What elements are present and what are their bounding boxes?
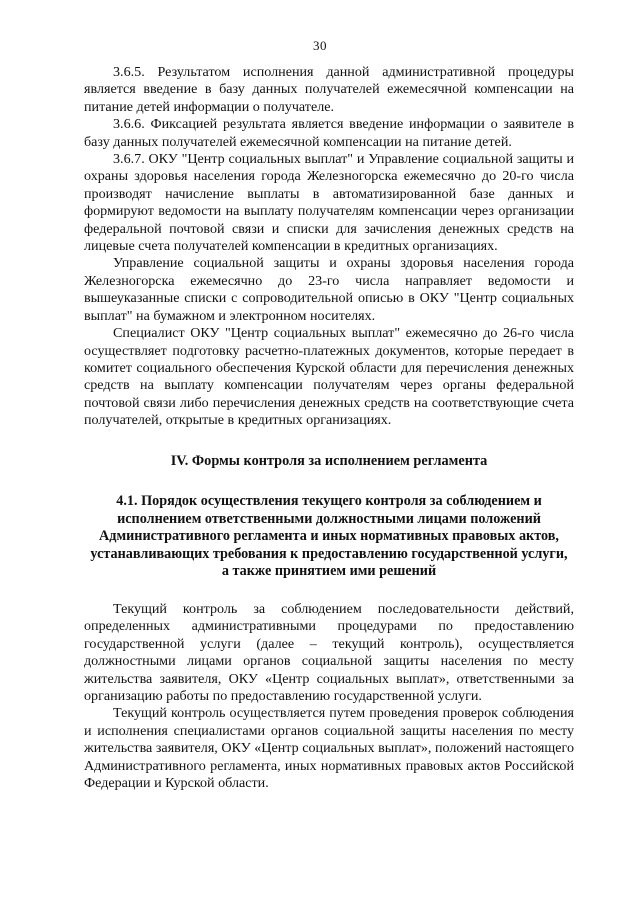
subsection-heading: 4.1. Порядок осуществления текущего контроля за соблюдением и исполнением ответственными должностными лицами положений Административного регламента и иных нормативных правовых актов, устанавливающих требования к предоставлению государственной услуги, а также принятием ими решений <box>90 492 568 580</box>
paragraph-3-6-6: 3.6.6. Фиксацией результата является введение информации о заявителе в базу данных получателей ежемесячной компенсации на питание детей. <box>84 116 574 150</box>
paragraph-3-6-5: 3.6.5. Результатом исполнения данной административной процедуры является введение в базу данных получателей ежемесячной компенсации на питание детей информации о получателе. <box>84 64 574 115</box>
paragraph-specialist-payments: Специалист ОКУ "Центр социальных выплат" ежемесячно до 26-го числа осуществляет подготовку расчетно-платежных документов, которые передает в комитет социального обеспечения Курской области для перечисления денежных средств на выплату компенсации получателям через органы федеральной почтовой связи либо перечисления денежных средств на соответствующие счета получателей, открытые в кредитных организациях. <box>84 325 574 429</box>
paragraph-management-statements: Управление социальной защиты и охраны здоровья населения города Железногорска ежемесячно до 23-го числа направляет ведомости и вышеуказанные списки с сопроводительной описью в ОКУ "Центр социальных выплат" на бумажном и электронном носителях. <box>84 255 574 324</box>
paragraph-3-6-7: 3.6.7. ОКУ "Центр социальных выплат" и Управление социальной защиты и охраны здоровья населения города Железногорска ежемесячно до 20-го числа производят начисление выплаты в автоматизированной базе данных и формируют ведомости на выплату получателям компенсации через организации федеральной почтовой связи и списки для зачисления денежных средств на лицевые счета получателей компенсации в кредитных организациях. <box>84 151 574 255</box>
document-body <box>84 64 574 792</box>
paragraph-current-control: Текущий контроль за соблюдением последовательности действий, определенных административными процедурами по предоставлению государственной услуги (далее – текущий контроль), осуществляется должностными лицами органов социальной защиты населения по месту жительства заявителя, ОКУ «Центр социальных выплат», ответственными за организацию работы по предоставлению государственной услуги. <box>84 600 574 704</box>
section-heading: IV. Формы контроля за исполнением регламента <box>170 452 488 469</box>
paragraph-control-checks: Текущий контроль осуществляется путем проведения проверок соблюдения и исполнения специалистами органов социальной защиты населения по месту жительства заявителя, ОКУ «Центр социальных выплат», положений настоящего Административного регламента, иных нормативных правовых актов Российской Федерации и Курской области. <box>84 705 574 791</box>
page-number: 30 <box>313 38 327 53</box>
